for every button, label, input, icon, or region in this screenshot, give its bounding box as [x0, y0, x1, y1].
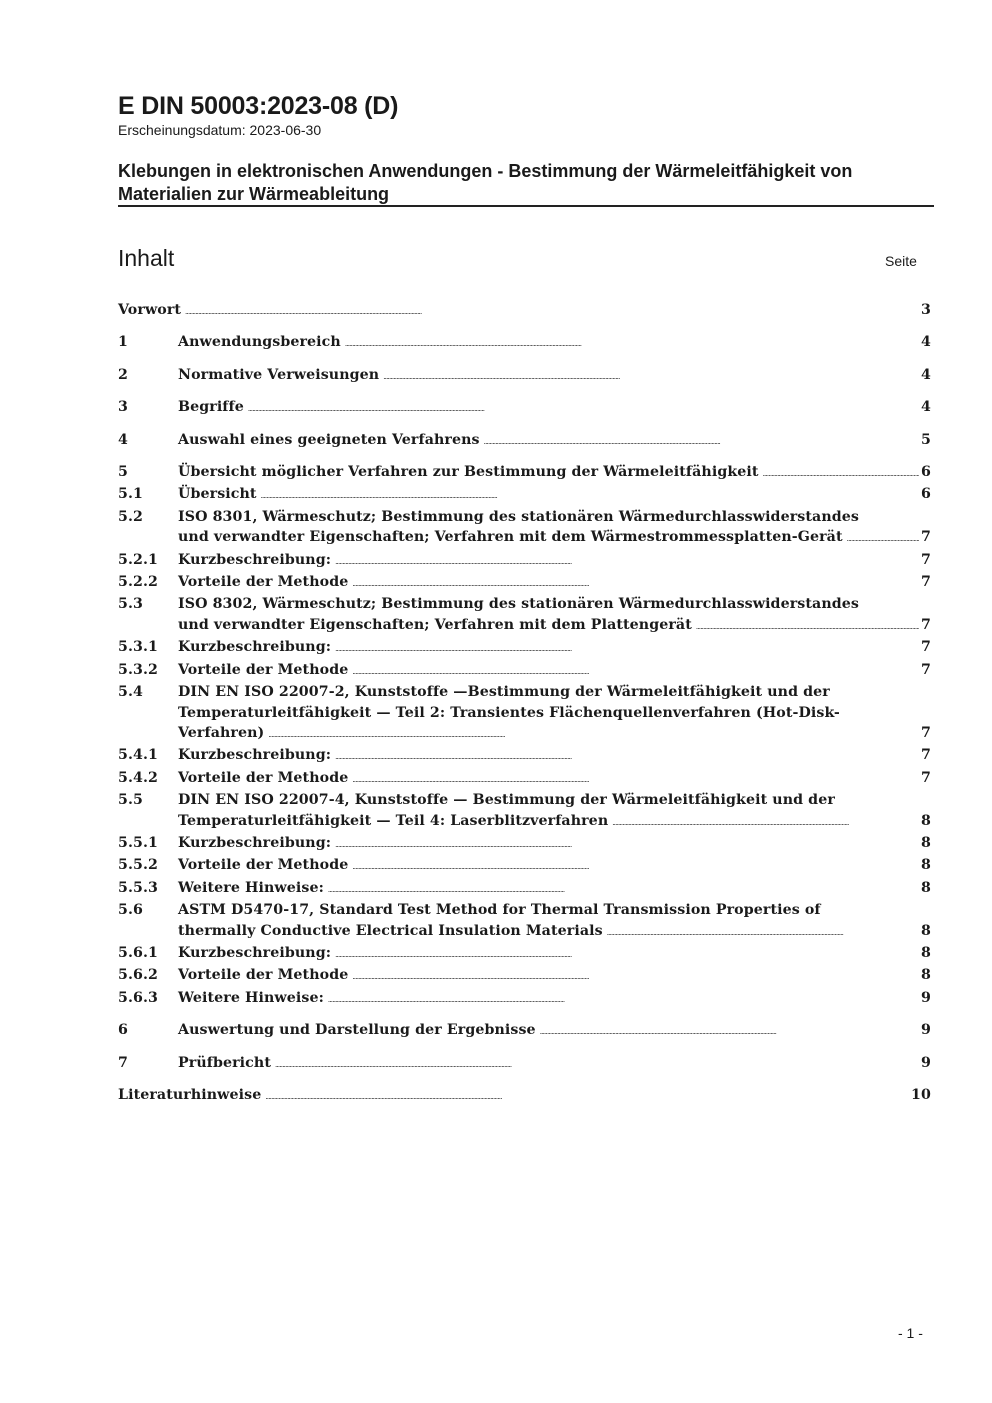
- toc-entry-number: 5.5.3: [118, 879, 158, 896]
- publication-date: Erscheinungsdatum: 2023-06-30: [118, 122, 322, 138]
- toc-entry-page: 9: [921, 1022, 931, 1039]
- toc-entry-page: 8: [921, 879, 931, 896]
- toc-entry-title-line: Vorwort: [118, 302, 182, 318]
- toc-entry-number: 5.2: [118, 508, 143, 525]
- toc-dot-leader: [328, 878, 919, 900]
- toc-entry[interactable]: [118, 855, 931, 877]
- toc-entry-number: 5.4: [118, 684, 143, 701]
- toc-entry-number: 5.6.2: [118, 967, 158, 984]
- toc-entry-page: 7: [921, 529, 931, 546]
- toc-entry-number: 5.2.1: [118, 551, 158, 568]
- toc-entry[interactable]: [118, 365, 931, 387]
- toc-entry-page: 10: [911, 1087, 931, 1103]
- toc-dot-leader: [484, 430, 919, 452]
- toc-entry[interactable]: [118, 988, 931, 1010]
- toc-dot-leader: [265, 1085, 909, 1107]
- toc-entry-title-line: Vorteile der Methode: [178, 967, 349, 984]
- toc-entry-title-line: Anwendungsbereich: [178, 334, 341, 351]
- page-number: - 1 -: [898, 1325, 923, 1341]
- toc-entry-title-line: Vorteile der Methode: [178, 857, 349, 874]
- toc-dot-leader: [335, 943, 919, 965]
- toc-entry-page: 8: [921, 967, 931, 984]
- toc-entry-title-line: Begriffe: [178, 399, 244, 416]
- toc-gap: [118, 1010, 931, 1020]
- toc-entry-page: 7: [921, 616, 931, 633]
- toc-dot-leader: [696, 615, 919, 637]
- toc-entry-number: 3: [118, 399, 128, 416]
- toc-entry-page: 8: [921, 857, 931, 874]
- toc-entry-title-line: Weitere Hinweise:: [178, 989, 324, 1006]
- toc-entry-title-line: ISO 8301, Wärmeschutz; Bestimmung des stationären Wärmedurchlasswiderstandes: [178, 508, 859, 525]
- toc-gap: [118, 1043, 931, 1053]
- toc-entry-number: 5.5.2: [118, 857, 158, 874]
- toc-entry-page: 7: [921, 574, 931, 591]
- toc-entry-title-line: Kurzbeschreibung:: [178, 639, 332, 656]
- toc-entry-page: 5: [921, 431, 931, 448]
- toc-entry-number: 5.5: [118, 792, 143, 809]
- toc-entry-page: 7: [921, 639, 931, 656]
- toc-entry-number: 5.6.1: [118, 944, 158, 961]
- toc-entry[interactable]: [118, 900, 931, 943]
- toc-entry-page: 4: [921, 366, 931, 383]
- toc-entry[interactable]: [118, 594, 931, 637]
- toc-entry-title-line: Auswahl eines geeigneten Verfahrens: [178, 431, 480, 448]
- toc-entry[interactable]: [118, 660, 931, 682]
- toc-gap: [118, 420, 931, 430]
- toc-entry-number: 5: [118, 464, 128, 481]
- toc-dot-leader: [352, 855, 919, 877]
- toc-entry[interactable]: [118, 550, 931, 572]
- toc-entry-page: 3: [921, 302, 931, 318]
- toc-entry-page: 8: [921, 922, 931, 939]
- toc-dot-leader: [335, 745, 919, 767]
- table-of-contents: [118, 300, 931, 1107]
- toc-heading: Inhalt: [118, 245, 175, 271]
- toc-entry-title-line: Vorteile der Methode: [178, 769, 349, 786]
- toc-entry[interactable]: [118, 768, 931, 790]
- toc-dot-leader: [352, 768, 919, 790]
- toc-entry-page: 7: [921, 747, 931, 764]
- toc-entry[interactable]: [118, 1053, 931, 1075]
- toc-entry-page: 9: [921, 989, 931, 1006]
- toc-entry-page: 7: [921, 769, 931, 786]
- toc-entry[interactable]: [118, 430, 931, 452]
- toc-entry[interactable]: [118, 965, 931, 987]
- toc-entry-page: 6: [921, 486, 931, 503]
- toc-entry[interactable]: [118, 484, 931, 506]
- toc-gap: [118, 355, 931, 365]
- toc-entry[interactable]: [118, 1085, 931, 1107]
- toc-dot-leader: [352, 660, 919, 682]
- toc-entry-number: 7: [118, 1054, 128, 1071]
- toc-entry-title-line: und verwandter Eigenschaften; Verfahren mit dem Plattengerät: [178, 616, 692, 633]
- toc-entry-number: 5.2.2: [118, 574, 158, 591]
- toc-entry-title-line: Prüfbericht: [178, 1054, 271, 1071]
- toc-entry-title-line: Kurzbeschreibung:: [178, 944, 332, 961]
- toc-entry[interactable]: [118, 332, 931, 354]
- toc-dot-leader: [335, 637, 919, 659]
- toc-gap: [118, 452, 931, 462]
- toc-dot-leader: [352, 572, 919, 594]
- toc-entry-number: 5.6.3: [118, 989, 158, 1006]
- toc-entry-number: 4: [118, 431, 128, 448]
- toc-entry[interactable]: [118, 637, 931, 659]
- toc-dot-leader: [607, 921, 919, 943]
- toc-entry-number: 5.4.2: [118, 769, 158, 786]
- toc-dot-leader: [540, 1020, 919, 1042]
- toc-entry-title-line: und verwandter Eigenschaften; Verfahren mit dem Wärmestrommessplatten-Gerät: [178, 529, 843, 546]
- toc-entry-number: 5.4.1: [118, 747, 158, 764]
- toc-entry-number: 5.6: [118, 902, 143, 919]
- toc-dot-leader: [268, 723, 919, 745]
- toc-entry[interactable]: [118, 1020, 931, 1042]
- toc-entry[interactable]: [118, 507, 931, 550]
- toc-dot-leader: [275, 1053, 919, 1075]
- toc-entry-page: 6: [921, 464, 931, 481]
- toc-dot-leader: [328, 988, 919, 1010]
- toc-entry-page: 8: [921, 944, 931, 961]
- toc-dot-leader: [847, 527, 919, 549]
- toc-dot-leader: [352, 965, 919, 987]
- toc-entry-page: 4: [921, 399, 931, 416]
- toc-dot-leader: [335, 833, 919, 855]
- toc-entry-number: 2: [118, 366, 128, 383]
- toc-entry[interactable]: [118, 943, 931, 965]
- toc-entry-title-line: Übersicht möglicher Verfahren zur Bestimmung der Wärmeleitfähigkeit: [178, 464, 759, 481]
- toc-entry[interactable]: [118, 878, 931, 900]
- toc-entry-title-line: Vorteile der Methode: [178, 574, 349, 591]
- toc-entry-page: 8: [921, 812, 931, 829]
- toc-entry-title-line: Normative Verweisungen: [178, 366, 380, 383]
- toc-entry[interactable]: [118, 572, 931, 594]
- toc-entry-title-line: DIN EN ISO 22007-4, Kunststoffe — Bestimmung der Wärmeleitfähigkeit und der: [178, 792, 835, 809]
- toc-entry[interactable]: [118, 833, 931, 855]
- toc-entry-page: 7: [921, 551, 931, 568]
- toc-dot-leader: [185, 300, 919, 322]
- toc-entry[interactable]: [118, 300, 931, 322]
- toc-dot-leader: [261, 484, 919, 506]
- toc-entry-page: 7: [921, 724, 931, 741]
- toc-entry[interactable]: [118, 682, 931, 745]
- toc-entry-title-line: ISO 8302, Wärmeschutz; Bestimmung des stationären Wärmedurchlasswiderstandes: [178, 596, 859, 613]
- toc-entry-number: 5.3.2: [118, 661, 158, 678]
- toc-entry-title-line: Auswertung und Darstellung der Ergebnisse: [178, 1022, 536, 1039]
- toc-entry-title-line: Kurzbeschreibung:: [178, 834, 332, 851]
- title-divider: [118, 205, 934, 207]
- toc-entry-number: 5.1: [118, 486, 143, 503]
- toc-entry-title-line: Temperaturleitfähigkeit — Teil 4: Laserblitzverfahren: [178, 812, 609, 829]
- toc-entry-title-line: Übersicht: [178, 486, 257, 503]
- toc-entry-title-line: Literaturhinweise: [118, 1087, 262, 1103]
- toc-entry-title-line: Temperaturleitfähigkeit — Teil 2: Transientes Flächenquellenverfahren (Hot-Disk-: [178, 704, 840, 721]
- toc-entry-page: 8: [921, 834, 931, 851]
- toc-entry-title-line: DIN EN ISO 22007-2, Kunststoffe —Bestimmung der Wärmeleitfähigkeit und der: [178, 684, 830, 701]
- toc-page-label: Seite: [885, 253, 917, 269]
- toc-entry-title-line: Kurzbeschreibung:: [178, 747, 332, 764]
- toc-dot-leader: [335, 550, 919, 572]
- document-title: Klebungen in elektronischen Anwendungen - Bestimmung der Wärmeleitfähigkeit von Materialien zur Wärmeableitung: [118, 161, 853, 204]
- toc-entry-title-line: Vorteile der Methode: [178, 661, 349, 678]
- toc-entry[interactable]: [118, 745, 931, 767]
- document-id: E DIN 50003:2023-08 (D): [118, 92, 399, 120]
- toc-entry-number: 5.3: [118, 596, 143, 613]
- toc-entry-page: 7: [921, 661, 931, 678]
- toc-entry-title-line: thermally Conductive Electrical Insulation Materials: [178, 922, 603, 939]
- toc-dot-leader: [345, 332, 919, 354]
- toc-entry-title-line: ASTM D5470-17, Standard Test Method for Thermal Transmission Properties of: [178, 902, 821, 919]
- toc-entry[interactable]: [118, 790, 931, 833]
- toc-dot-leader: [248, 397, 919, 419]
- toc-dot-leader: [383, 365, 919, 387]
- toc-entry-title-line: Weitere Hinweise:: [178, 879, 324, 896]
- toc-dot-leader: [763, 462, 919, 484]
- toc-entry-number: 5.3.1: [118, 639, 158, 656]
- toc-entry-page: 9: [921, 1054, 931, 1071]
- toc-gap: [118, 1075, 931, 1085]
- toc-entry-number: 6: [118, 1022, 128, 1039]
- toc-entry[interactable]: [118, 397, 931, 419]
- toc-entry[interactable]: [118, 462, 931, 484]
- toc-entry-title-line: Kurzbeschreibung:: [178, 551, 332, 568]
- toc-entry-number: 1: [118, 334, 128, 351]
- toc-gap: [118, 387, 931, 397]
- toc-entry-page: 4: [921, 334, 931, 351]
- toc-entry-title-line: Verfahren): [178, 724, 265, 741]
- toc-gap: [118, 322, 931, 332]
- toc-dot-leader: [612, 811, 919, 833]
- toc-entry-number: 5.5.1: [118, 834, 158, 851]
